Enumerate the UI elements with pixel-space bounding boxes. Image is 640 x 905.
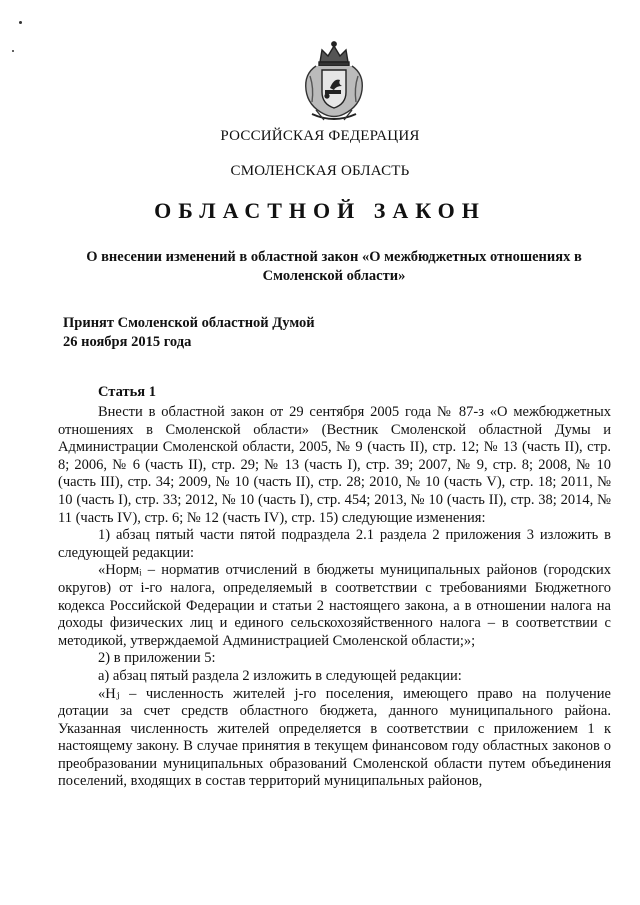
article-paragraph: а) абзац пятый раздела 2 изложить в следующей редакции: (98, 667, 462, 684)
article-paragraph: «Hⱼ – численность жителей j-го поселения, имеющего право на получение дотации за счет средств областного бюджета, данного муниципального района. Указанная численность жителей определяется в соответствии с приложением 1 к настоящему закону. В случае принятия в текущем финансовом году областных законов о преобразовании муниципальных образований Смоленской области путем объединения поселений, входящих в состав территорий муниципальных районов, (58, 685, 611, 790)
article-title: Статья 1 (98, 384, 156, 400)
scan-speck (12, 50, 14, 52)
country-name: РОССИЙСКАЯ ФЕДЕРАЦИЯ (220, 128, 420, 144)
adoption-body: Принят Смоленской областной Думой (63, 315, 315, 331)
article-paragraph: «Нормᵢ – норматив отчислений в бюджеты муниципальных районов (городских округов) от i-го налога, определяемый в соответствии с требованиями Бюджетного кодекса Российской Федерации и статьи 2 настоящего закона, а в отношении налога на доходы физических лиц и единого сельскохозяйственного налога – в соответствии с методикой, утверждаемой Администрацией Смоленской области;»; (58, 562, 611, 649)
article-paragraph: Внести в областной закон от 29 сентября 2005 года № 87-з «О межбюджетных отношениях в Смоленской области» (Вестник Смоленской областной Думы и Администрации Смоленской области, 2005, № 9 (часть II), стр. 12; № 13 (часть II), стр. 8; 2006, № 6 (часть II), стр. 29; № 13 (часть I), стр. 39; 2007, № 9, стр. 8; 2008, № 10 (часть III), стр. 34; 2009, № 10 (часть II), стр. 28; 2010, № 10 (часть V), стр. 18; 2011, № 10 (часть I), стр. 33; 2012, № 10 (часть I), стр. 454; 2013, № 10 (часть II), стр. 38; 2014, № 11 (часть IV), стр. 6; № 12 (часть IV), стр. 15) следующие изменения: (58, 404, 611, 526)
adoption-note (63, 314, 315, 352)
scan-speck (19, 21, 22, 24)
adoption-date: 26 ноября 2015 года (63, 334, 192, 350)
coat-of-arms-icon (294, 40, 374, 126)
law-subject (64, 248, 604, 286)
region-name: СМОЛЕНСКАЯ ОБЛАСТЬ (230, 163, 410, 179)
article-paragraph: 2) в приложении 5: (98, 650, 216, 667)
document-type: ОБЛАСТНОЙ ЗАКОН (154, 198, 486, 223)
article-body (58, 404, 611, 791)
law-subject-line-2: Смоленской области» (262, 268, 406, 284)
article-paragraph: 1) абзац пятый части пятой подраздела 2.1 раздела 2 приложения 3 изложить в следующей редакции: (58, 527, 611, 561)
law-subject-line-1: О внесении изменений в областной закон «О межбюджетных отношениях в (86, 249, 582, 265)
